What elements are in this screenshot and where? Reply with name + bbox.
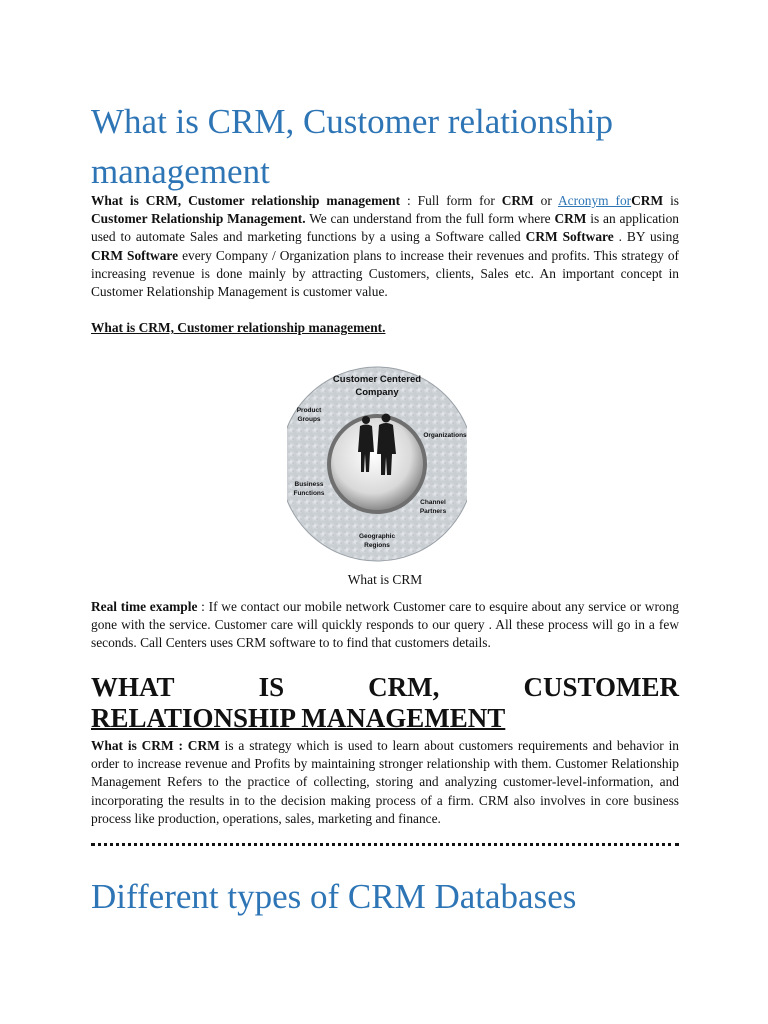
label-regions: Regions: [364, 542, 390, 549]
crmdef-label: What is CRM : CRM: [91, 738, 220, 753]
label-partners: Partners: [419, 508, 447, 515]
intro-bold-3: CRM: [631, 193, 664, 208]
crm-definition-paragraph: [91, 737, 679, 828]
crmdef-text: is a strategy which is used to learn about customers requirements and behavior in order to increase revenue and Profits by maintaining stronger relationship with them. Customer Relationship Management Refers to the practice of collecting, storing and analyzing customer-level-information, and incorporating the results in to the decision making process of a firm. CRM also involves in core business process like production, operations, sales, marketing and finance.: [91, 738, 679, 826]
intro-bold-6: CRM Software: [525, 229, 614, 245]
intro-bold-1: What is CRM, Customer relationship management: [91, 193, 401, 208]
intro-text-4: We can understand from the full form where: [305, 211, 555, 227]
section-title-crm-databases: Different types of CRM Databases: [91, 877, 577, 916]
label-functions: Functions: [293, 490, 325, 497]
crm-diagram: [287, 354, 467, 574]
intro-text-7: every Company / Organization plans to increase their revenues and profits. This strategy of increasing revenue is done mainly by attracting Customers, clients, Sales etc. An important concept in Customer Relationship Management is customer value.: [91, 247, 679, 300]
acronym-link[interactable]: Acronym for: [558, 193, 632, 208]
intro-bold-2: CRM: [501, 193, 534, 208]
intro-text-3: is: [663, 193, 679, 208]
section-heading: [91, 672, 679, 734]
intro-text-2: or: [533, 193, 558, 208]
label-customer-centered: Customer Centered: [332, 374, 422, 385]
realtime-text: : If we contact our mobile network Customer care to esquire about any service or wrong gone with the service. Customer care will quickly responds to our query . All these process will go in a few seconds. Call Centers uses CRM software to to find that customers details.: [91, 599, 679, 651]
intro-bold-7: CRM Software: [91, 247, 179, 263]
label-product: Product: [296, 407, 322, 414]
label-company: Company: [355, 387, 399, 398]
label-business: Business: [294, 481, 324, 488]
dotted-divider: [91, 843, 679, 846]
heading-word-is: IS: [258, 672, 285, 702]
realtime-label: Real time example: [91, 599, 198, 614]
heading-word-crm: CRM,: [368, 672, 440, 702]
intro-text-1: : Full form for: [400, 193, 502, 208]
subheading-link[interactable]: What is CRM, Customer relationship management.: [91, 320, 386, 335]
intro-text-6: . BY using: [613, 229, 679, 245]
realtime-example-paragraph: [91, 598, 679, 653]
intro-paragraph: [91, 192, 679, 301]
section-heading-line1: [91, 672, 679, 703]
figure-caption: What is CRM: [347, 572, 423, 587]
label-organizations: Organizations: [423, 432, 467, 439]
intro-bold-4: Customer Relationship Management.: [91, 211, 306, 227]
section-heading-line2: RELATIONSHIP MANAGEMENT: [91, 703, 506, 733]
label-channel: Channel: [420, 499, 446, 506]
label-groups: Groups: [297, 416, 321, 423]
inner-circle: [331, 418, 423, 510]
label-geographic: Geographic: [358, 533, 396, 540]
page-title: What is CRM, Customer relationship management: [91, 102, 614, 191]
heading-word-customer: CUSTOMER: [523, 672, 679, 702]
intro-text-5: is an application used to automate Sales and marketing functions by a using a Software called: [91, 211, 680, 245]
heading-word-what: WHAT: [91, 672, 175, 702]
intro-bold-5: CRM: [554, 211, 587, 227]
